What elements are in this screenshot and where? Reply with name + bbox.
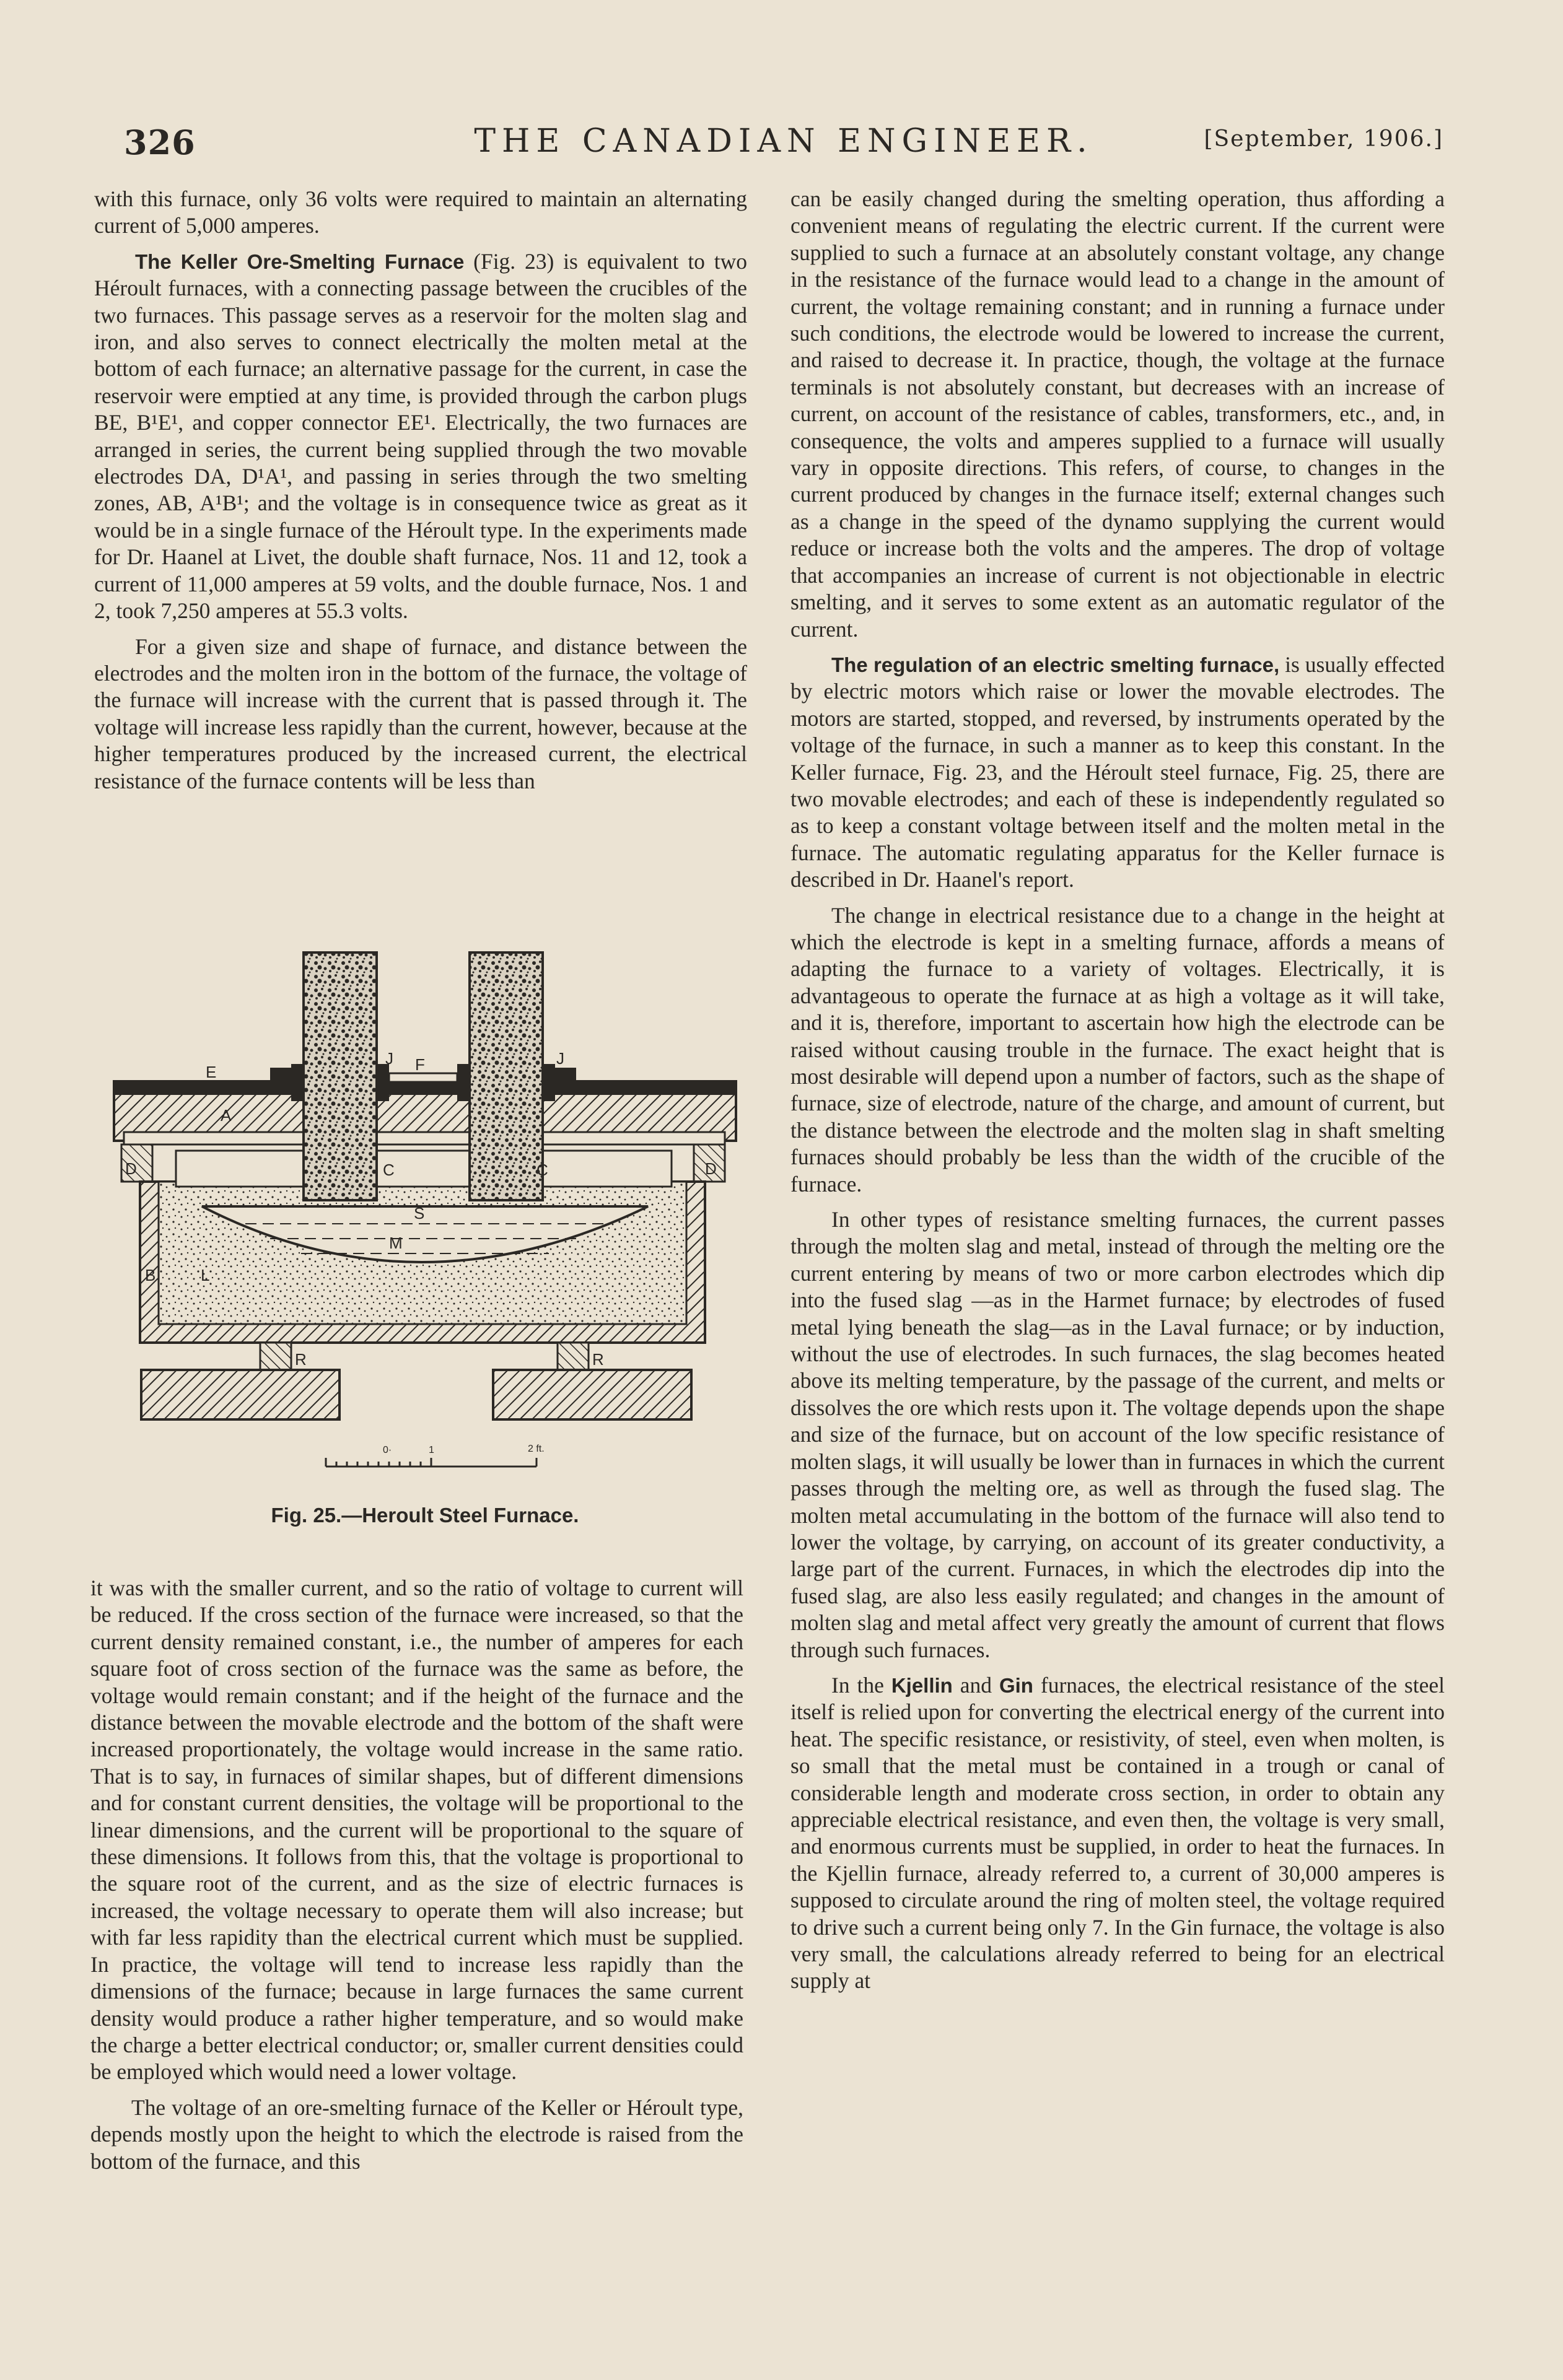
paragraph: can be easily changed during the smelting operation, thus affording a convenient means of regulating the electric current. If the current were supplied to such a furnace at an absolutely constant voltage, any change in the resistance of the furnace would lead to a change in the amount of current, the voltage remaining constant; and in running a furnace under such conditions, the electrode would be lowered to increase the current, and raised to decrease it. In practice, though, the voltage at the furnace terminals is not absolutely constant, but decreases with an increase of current, on account of the resistance of cables, transformers, etc., and, in consequence, the volts and amperes supplied to a furnace will usually vary in opposite directions. This refers, of course, to changes in the current produced by changes in the furnace itself; external changes such as a change in the speed of the dynamo supplying the current would reduce or increase both the volts and the amperes. The drop of voltage that accompanies an increase of current is not objectionable in electric smelting, and it serves to some extent as an automatic regulator of the current.	[790, 186, 1445, 642]
label-s: S	[414, 1204, 425, 1223]
label-e: E	[206, 1063, 217, 1081]
label-b: B	[145, 1266, 156, 1284]
label-j-left: J	[385, 1049, 393, 1068]
paragraph-text: is usually effected by electric motors which raise or lower the movable electrodes. The motors are started, stopped, and reversed, by instruments operated by the voltage of the furnace, in such a manner as to keep this constant. In the Keller furnace, Fig. 23, and the Héroult steel furnace, Fig. 25, there are two movable electrodes; and each of these is independently regulated so as to keep a constant voltage between itself and the molten metal in the furnace. The automatic regulating apparatus for the Keller furnace is described in Dr. Haanel's report.	[790, 652, 1445, 892]
figure-caption: Fig. 25.—Heroult Steel Furnace.	[271, 1504, 579, 1527]
section-heading: The Keller Ore-Smelting Furnace	[135, 250, 465, 273]
left-column-top	[94, 186, 747, 795]
furnace-name-gin: Gin	[999, 1673, 1033, 1697]
base-block-right	[493, 1370, 691, 1419]
section-heading: The regulation of an electric smelting furnace,	[831, 653, 1280, 676]
paragraph-text: (Fig. 23) is equivalent to two Héroult furnaces, with a connecting passage between the crucibles of the two furnaces. This passage serves as a reservoir for the molten slag and iron, and also serves to connect electrically the molten metal at the bottom of each furnace; an alternative passage for the current, in case the reservoir were emptied at any time, is provided through the carbon plugs BE, B¹E¹, and copper connector EE¹. Electrically, the two furnaces are arranged in series, the current being supplied through the two movable electrodes DA, D¹A¹, and passing in series through the two smelting zones, AB, A¹B¹; and the voltage is in consequence twice as great as it would be in a single furnace of the Héroult type. In the experiments made for Dr. Haanel at Livet, the double shaft furnace, Nos. 11 and 12, took a current of 11,000 amperes at 59 volts, and the double furnace, Nos. 1 and 2, took 7,250 amperes at 55.3 volts.	[94, 248, 748, 624]
label-d-right: D	[705, 1159, 717, 1178]
label-r-right: R	[592, 1350, 604, 1369]
support-left	[260, 1343, 291, 1370]
paragraph: The voltage of an ore-smelting furnace of the Keller or Héroult type, depends mostly upon the height to which the electrode is raised from the bottom of the furnace, and this	[90, 2094, 743, 2174]
label-c-left: C	[383, 1161, 395, 1179]
electrode-left	[304, 952, 377, 1200]
scale-one: 1	[429, 1445, 434, 1455]
label-j-right: J	[556, 1049, 564, 1068]
right-column	[790, 186, 1445, 1995]
paragraph	[94, 248, 747, 625]
base-block-left	[141, 1370, 339, 1419]
journal-title: THE CANADIAN ENGINEER.	[474, 123, 1093, 160]
scale-zero: 0·	[383, 1445, 392, 1455]
page-header	[124, 123, 1443, 166]
scale-bar	[326, 1458, 536, 1467]
label-a: A	[221, 1106, 232, 1125]
label-r-left: R	[295, 1350, 307, 1369]
paragraph-text: furnaces, the electrical resistance of the steel itself is relied upon for converting the electrical energy of the current into heat. The specific resistance, or resistivity, of steel, even when molten, is so small that the metal must be contained in a trough or canal of considerable length and moderate cross section, in order to obtain any appreciable electrical resistance, and even then, the voltage is very small, and enormous currents must be supplied, in order to heat the furnaces. In the Kjellin furnace, already referred to, a current of 30,000 amperes is supposed to circulate around the ring of molten steel, the voltage required to drive such a current being only 7. In the Gin furnace, the voltage is also very small, the calculations already referred to being for an electrical supply at	[790, 1672, 1445, 1994]
page-number: 326	[124, 123, 196, 162]
paragraph-text: and	[952, 1672, 999, 1698]
support-right	[558, 1343, 589, 1370]
left-column-bottom	[90, 1575, 743, 2175]
paragraph: with this furnace, only 36 volts were required to maintain an alternating current of 5,000 amperes.	[94, 186, 747, 238]
paragraph	[790, 1672, 1445, 1995]
paragraph	[790, 652, 1445, 894]
paragraph: The change in electrical resistance due to a change in the height at which the electrode is kept in a smelting furnace, affords a means of adapting the furnace to a variety of voltages. Electrically, it is advantageous to operate the furnace at as high a voltage as it will take, and it is, therefore, important to ascertain how high the electrode can be raised without causing trouble in the furnace. The exact height that is most desirable will depend upon a number of factors, such as the shape of furnace, size of electrode, nature of the charge, and amount of current, but the distance between the electrode and the molten slag in shaft smelting furnaces should probably be less than the width of the crucible of the furnace.	[790, 902, 1445, 1197]
issue-date: [September, 1906.]	[1204, 126, 1443, 152]
label-l: L	[201, 1266, 210, 1284]
label-f: F	[415, 1055, 425, 1074]
label-m: M	[389, 1234, 403, 1252]
paragraph: it was with the smaller current, and so the ratio of voltage to current will be reduced. If the cross section of the furnace were increased, so that the current density remained constant, i.e., the number of amperes for each square foot of cross section of the furnace was the same as before, the voltage would remain constant; and if the height of the furnace and the distance between the movable electrode and the bottom of the shaft were increased proportionately, the voltage would increase in the same ratio. That is to say, in furnaces of similar shapes, but of different dimensions and for constant current densities, the voltage will be proportional to the linear dimensions, and the current will be proportional to the square of these dimensions. It follows from this, that the voltage is proportional to the square root of the current, and as the size of electric furnaces is increased, the voltage necessary to operate them will also increase; but with far less rapidity than the electrical current which must be supplied. In practice, the voltage will tend to increase less rapidly than the dimensions of the furnace; because in large furnaces the same current density would produce a rather higher temperature, and so would make the charge a better electrical conductor; or, smaller current densities could be employed which would need a lower voltage.	[90, 1576, 743, 2085]
paragraph-text: In the	[831, 1672, 891, 1698]
paragraph: In other types of resistance smelting furnaces, the current passes through the molten slag and metal, instead of through the melting ore the current entering by means of two or more carbon electrodes which dip into the fused slag —as in the Harmet furnace; by electrodes of fused metal lying beneath the slag—as in the Laval furnace; or by induction, without the use of electrodes. In such furnaces, the slag becomes heated above its melting temperature, by the passage of the current, and melts or dissolves the ore which rests upon it. The voltage depends upon the shape and size of the furnace, but on account of the low specific resistance of molten slags, it will usually be lower than in furnaces in which the current passes through the melting ore, as well as through the fused slag. The molten metal accumulating in the bottom of the furnace will also tend to lower the voltage, by carrying, on account of its greater conductivity, a large part of the current. Furnaces, in which the electrodes dip into the fused slag, are also less easily regulated; and changes in the amount of molten slag and metal affect very greatly the amount of current that flows through such furnaces.	[790, 1207, 1445, 1662]
furnace-door	[176, 1151, 672, 1187]
furnace-name-kjellin: Kjellin	[891, 1673, 953, 1697]
paragraph: For a given size and shape of furnace, and distance between the electrodes and the molten iron in the bottom of the furnace, the voltage of the furnace will increase with the current that is passed through it. The voltage will increase less rapidly than the current, however, because at the higher temperatures produced by the increased current, the electrical resistance of the furnace contents will be less than	[94, 634, 747, 793]
scale-end: 2 ft.	[528, 1444, 545, 1454]
heroult-furnace-figure	[109, 946, 741, 1516]
label-d-left: D	[125, 1159, 137, 1178]
electrode-right	[470, 952, 543, 1200]
label-c-right: C	[536, 1161, 548, 1179]
